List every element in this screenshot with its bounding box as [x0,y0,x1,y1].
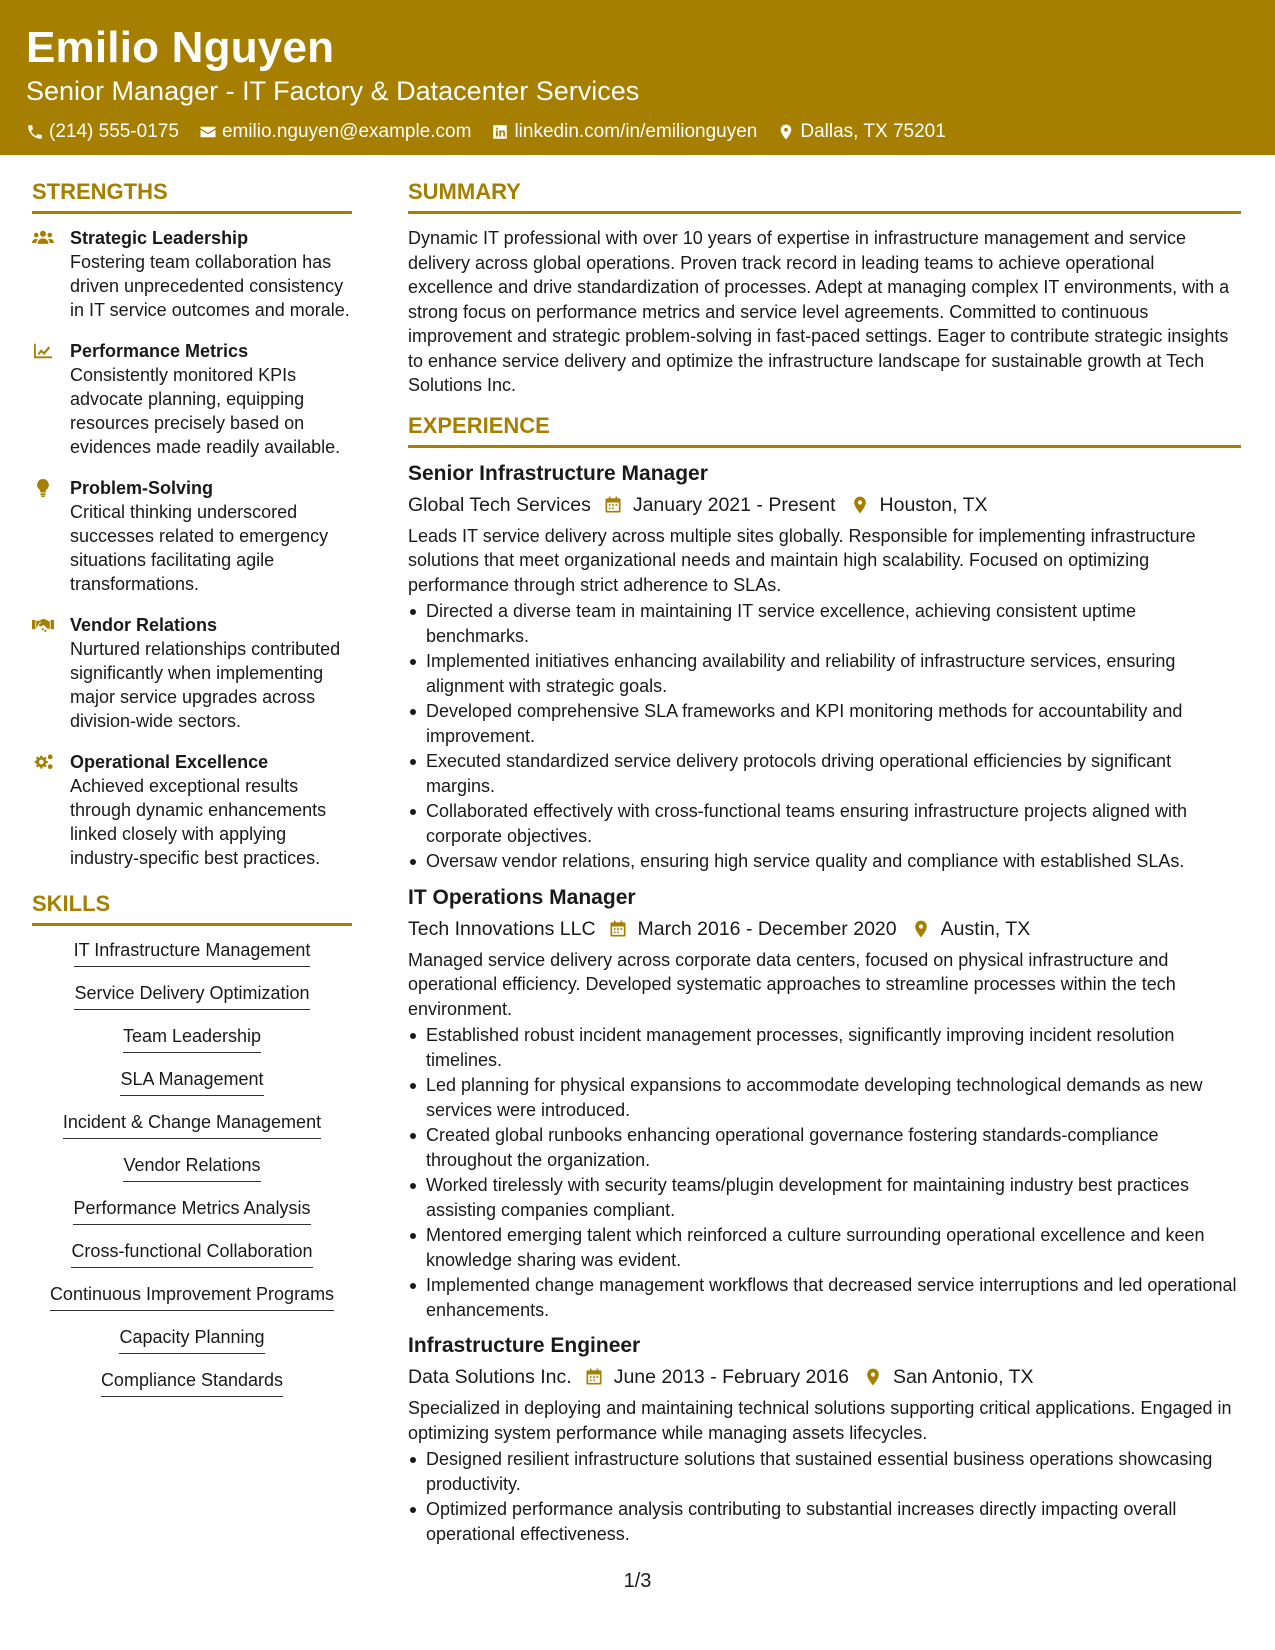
contact-location [777,120,945,144]
strength-title: Problem-Solving [70,478,214,498]
bullet-item: Developed comprehensive SLA frameworks and KPI monitoring methods for accountability and improvement. [408,699,1241,748]
calendar-icon [603,495,623,515]
lightbulb-icon [32,479,54,497]
job-location: Austin, TX [940,917,1031,940]
bullet-item: Established robust incident management processes, significantly improving incident resolution timelines. [408,1023,1241,1072]
bullet-item: Executed standardized service delivery protocols driving operational efficiencies by significant margins. [408,749,1241,798]
strength-title: Vendor Relations [70,615,218,635]
skills-heading: SKILLS [32,890,352,926]
strength-item [32,476,352,596]
skill-item: Service Delivery Optimization [74,981,309,1010]
job-company: Data Solutions Inc. [408,1366,572,1388]
map-pin-icon [777,123,795,141]
strength-title: Performance Metrics [70,341,249,361]
location-text: Dallas, TX 75201 [800,121,946,142]
contact-bar [26,120,1249,144]
bullet-item: Implemented initiatives enhancing availability and reliability of infrastructure services, ensuring alignment with strategic goals. [408,649,1241,698]
skill-item: Capacity Planning [119,1325,264,1354]
bullet-item: Created global runbooks enhancing operational governance fostering standards-compliance throughout the organization. [408,1123,1241,1172]
job-title: Infrastructure Engineer [408,1334,641,1357]
job-location: Houston, TX [879,493,988,516]
contact-email[interactable] [199,120,472,144]
users-icon [32,229,54,247]
job-meta [408,491,1241,519]
chart-line-icon [32,342,54,360]
experience-heading: EXPERIENCE [408,412,1241,448]
map-pin-icon [863,1367,883,1387]
strength-description: Nurtured relationships contributed significantly when implementing major service upgrades across division-wide sectors. [70,639,341,731]
job-bullets [408,1023,1241,1322]
strength-title: Strategic Leadership [70,228,249,248]
summary-text: Dynamic IT professional with over 10 years of expertise in infrastructure management and service delivery across global operations. Proven track record in leading teams to achieve operational excellence and drive standardization of processes. Adept at managing complex IT environments, with a strong focus on performance metrics and service level agreements. Committed to continuous improvement and strategic problem-solving in fast-paced settings. Eager to contribute strategic insights to enhance service delivery and optimize the infrastructure landscape for sustainable growth at Tech Solutions Inc. [408,228,1230,395]
envelope-icon [199,123,217,141]
phone-text: (214) 555-0175 [49,121,179,142]
job-bullets [408,599,1241,874]
bullet-item: Led planning for physical expansions to accommodate developing technological demands as new services were introduced. [408,1073,1241,1122]
candidate-title: Senior Manager - IT Factory & Datacenter Services [26,76,640,106]
job-location: San Antonio, TX [892,1366,1034,1388]
job-dates: June 2013 - February 2016 [613,1366,849,1388]
page-number: 1/3 [623,1570,652,1592]
job-bullets [408,1447,1241,1546]
strength-item [32,226,352,322]
job-company: Tech Innovations LLC [408,917,596,940]
skill-item: Cross-functional Collaboration [71,1239,312,1268]
summary-heading: SUMMARY [408,178,1241,214]
bullet-item: Designed resilient infrastructure solutions that sustained essential business operations showcasing productivity. [408,1447,1241,1496]
skill-item: Team Leadership [123,1024,261,1053]
strength-item [32,750,352,870]
skill-item: IT Infrastructure Management [74,938,311,967]
strength-description: Consistently monitored KPIs advocate planning, equipping resources precisely based on evidences made readily available. [70,365,341,457]
map-pin-icon [911,919,931,939]
strengths-heading: STRENGTHS [32,178,352,214]
skill-item: SLA Management [120,1067,263,1096]
bullet-item: Directed a diverse team in maintaining IT service excellence, achieving consistent uptime benchmarks. [408,599,1241,648]
job-title: IT Operations Manager [408,885,636,909]
resume-header [0,0,1275,155]
strength-item [32,339,352,459]
skill-item: Performance Metrics Analysis [73,1196,310,1225]
email-text[interactable]: emilio.nguyen@example.com [221,121,472,142]
bullet-item: Implemented change management workflows that decreased service interruptions and led operational enhancements. [408,1273,1241,1322]
bullet-item: Collaborated effectively with cross-functional teams ensuring infrastructure projects aligned with corporate objectives. [408,799,1241,848]
job-dates: March 2016 - December 2020 [637,917,897,940]
bullet-item: Oversaw vendor relations, ensuring high service quality and compliance with established SLAs. [408,849,1241,874]
linkedin-icon [491,123,509,141]
skill-item: Continuous Improvement Programs [50,1282,334,1311]
skill-item: Incident & Change Management [63,1110,321,1139]
linkedin-text[interactable]: linkedin.com/in/emilionguyen [514,121,758,142]
contact-linkedin[interactable] [491,120,757,144]
skill-item: Vendor Relations [123,1153,260,1182]
skills-list [32,938,352,1411]
job-dates: January 2021 - Present [632,493,836,516]
bullet-item: Mentored emerging talent which reinforced a culture surrounding operational excellence and keen knowledge sharing was evident. [408,1223,1241,1272]
strength-item [32,613,352,733]
map-pin-icon [850,495,870,515]
job-meta [408,915,1241,943]
right-column [408,178,1241,1556]
phone-icon [26,123,44,141]
calendar-icon [608,919,628,939]
job-title: Senior Infrastructure Manager [408,461,708,485]
job-entry [408,1332,1241,1546]
job-meta [408,1363,1241,1391]
job-entry [408,460,1241,874]
job-description: Managed service delivery across corporate data centers, focused on physical infrastructure and operational efficiency. Developed systematic approaches to streamline processes within the tech environment. [408,949,1176,1019]
job-description: Specialized in deploying and maintaining technical solutions supporting critical applications. Engaged in optimizing system performance while managing assets lifecycles. [408,1398,1232,1443]
job-entry [408,884,1241,1323]
job-company: Global Tech Services [408,493,591,516]
bullet-item: Optimized performance analysis contributing to substantial increases directly impacting overall operational effectiveness. [408,1497,1241,1546]
skill-item: Compliance Standards [101,1368,283,1397]
calendar-icon [584,1367,604,1387]
gears-icon [32,753,54,771]
strength-description: Fostering team collaboration has driven unprecedented consistency in IT service outcomes and morale. [70,252,350,320]
contact-phone [26,120,179,144]
strength-description: Achieved exceptional results through dynamic enhancements linked closely with applying industry-specific best practices. [70,776,327,868]
job-description: Leads IT service delivery across multiple sites globally. Responsible for implementing infrastructure solutions that meet organizational needs and maintain high scalability. Focused on optimizing performance through strict adherence to SLAs. [408,525,1196,595]
strength-description: Critical thinking underscored successes related to emergency situations facilitating agile transformations. [70,502,329,594]
candidate-name: Emilio Nguyen [26,23,335,72]
strength-title: Operational Excellence [70,752,269,772]
left-column [32,178,352,1411]
bullet-item: Worked tirelessly with security teams/plugin development for maintaining industry best practices assisting companies compliant. [408,1173,1241,1222]
handshake-icon [32,616,54,634]
